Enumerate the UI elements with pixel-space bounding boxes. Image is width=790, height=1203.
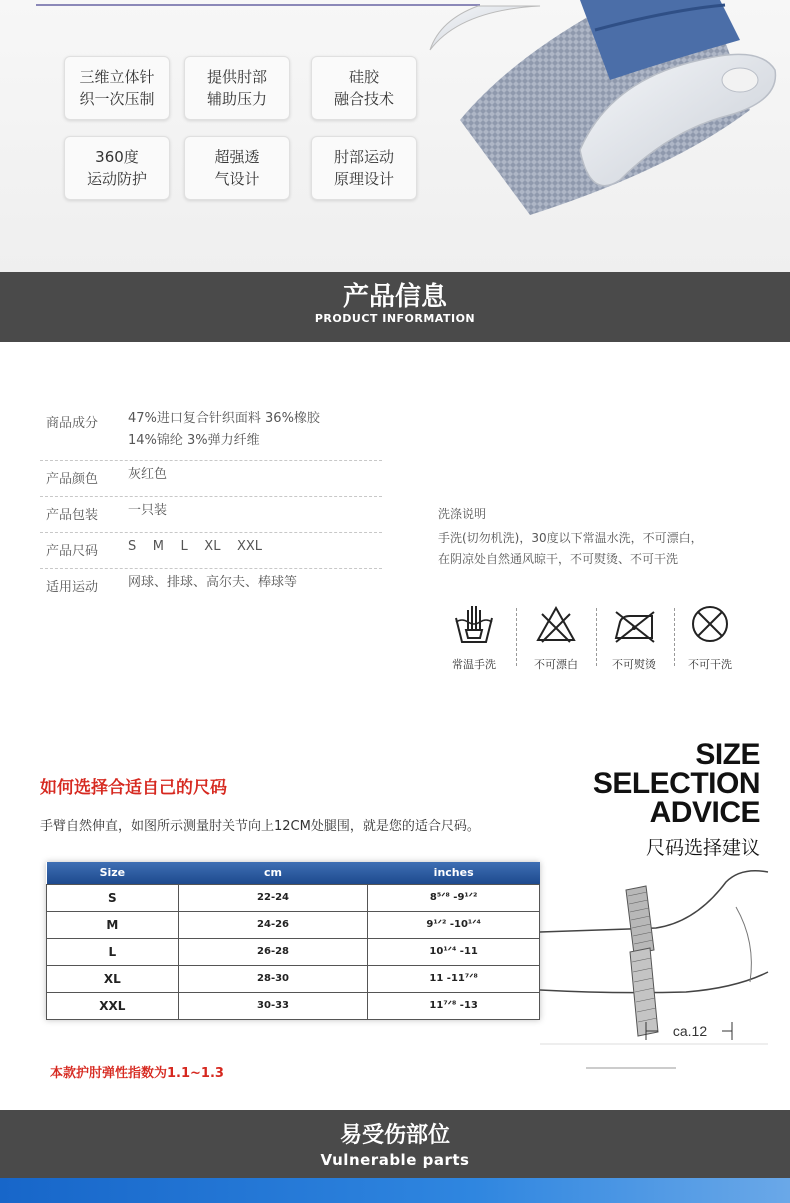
feature-card: 360度 运动防护 [64, 136, 170, 200]
care-label: 不可干洗 [688, 658, 732, 671]
spec-value: S M L XL XXL [128, 539, 263, 554]
product-spec-table [40, 405, 382, 605]
feature-card: 硅胶 融合技术 [311, 56, 417, 120]
hero-section [0, 0, 790, 272]
vulnerable-parts-banner [0, 1110, 790, 1178]
spec-row [40, 533, 382, 569]
care-icons [438, 600, 758, 680]
size-chart-row [47, 965, 540, 992]
size-chart-row [47, 992, 540, 1019]
washing-instructions [438, 505, 768, 570]
size-chart-header: cm [178, 862, 368, 884]
elasticity-note: 本款护肘弹性指数为1.1~1.3 [50, 1066, 224, 1081]
care-label: 不可漂白 [534, 658, 578, 671]
size-cell: XXL [47, 992, 179, 1019]
inches-cell: 9¹ᐟ² -10¹ᐟ⁴ [368, 911, 540, 938]
inches-cell: 11⁷ᐟ⁸ -13 [368, 992, 540, 1019]
spec-key: 产品颜色 [46, 472, 99, 487]
elbow-sleeve-product-image [420, 0, 790, 260]
no-bleach-icon [534, 600, 578, 648]
spec-row [40, 497, 382, 533]
washing-text-line-2: 在阴凉处自然通风晾干，不可熨烫、不可干洗 [438, 552, 679, 566]
banner-title: 产品信息 [342, 282, 447, 312]
size-advice-line-2: SELECTION [592, 767, 760, 800]
size-chart-row [47, 911, 540, 938]
cm-cell: 28-30 [178, 965, 368, 992]
care-divider [596, 608, 597, 666]
inches-cell: 10¹ᐟ⁴ -11 [368, 938, 540, 965]
size-advice-line-3: ADVICE [649, 796, 760, 829]
size-cell: XL [47, 965, 179, 992]
size-chart-table [46, 862, 540, 1020]
size-advice-heading [593, 740, 760, 860]
care-label: 常温手洗 [452, 658, 496, 671]
cm-cell: 22-24 [178, 884, 368, 911]
product-info-banner [0, 272, 790, 342]
care-item [520, 600, 592, 672]
no-iron-icon [610, 600, 658, 648]
spec-value: 网球、排球、高尔夫、棒球等 [128, 575, 298, 590]
spec-key: 产品包装 [46, 508, 99, 523]
care-item [598, 600, 670, 672]
care-divider [516, 608, 517, 666]
spec-value: 灰红色 [128, 467, 168, 482]
feature-card: 三维立体针 织一次压制 [64, 56, 170, 120]
washing-text-line-1: 手洗(切勿机洗)，30度以下常温水洗，不可漂白， [438, 531, 703, 545]
arm-measurement-diagram [536, 862, 772, 1072]
size-section-description: 手臂自然伸直，如图所示测量肘关节向上12CM处腿围，就是您的适合尺码。 [40, 819, 480, 834]
inches-cell: 11 -11⁷ᐟ⁸ [368, 965, 540, 992]
spec-value: 47%进口复合针织面料 36%橡胶 14%锦纶 3%弹力纤维 [128, 411, 320, 448]
feature-card: 肘部运动 原理设计 [311, 136, 417, 200]
top-divider [36, 4, 480, 6]
size-cell: L [47, 938, 179, 965]
cm-cell: 24-26 [178, 911, 368, 938]
spec-value: 一只装 [128, 503, 168, 518]
care-item [438, 600, 510, 672]
size-chart-header: inches [368, 862, 540, 884]
spec-key: 商品成分 [46, 416, 99, 431]
banner-title: 易受伤部位 [339, 1123, 450, 1148]
banner-subtitle: Vulnerable parts [320, 1151, 470, 1169]
size-advice-zh: 尺码选择建议 [645, 837, 760, 859]
measure-label: ca.12 [672, 1023, 708, 1039]
size-chart-row [47, 938, 540, 965]
cm-cell: 26-28 [178, 938, 368, 965]
feature-card: 提供肘部 辅助压力 [184, 56, 290, 120]
care-label: 不可熨烫 [612, 658, 656, 671]
spec-key: 产品尺码 [46, 544, 99, 559]
size-chart-row [47, 884, 540, 911]
banner-subtitle: PRODUCT INFORMATION [314, 312, 476, 325]
feature-card: 超强透 气设计 [184, 136, 290, 200]
size-cell: S [47, 884, 179, 911]
spec-row [40, 461, 382, 497]
size-advice-line-1: SIZE [695, 738, 760, 771]
size-chart-header: Size [47, 862, 179, 884]
spec-row [40, 569, 382, 605]
washing-title: 洗涤说明 [438, 507, 487, 521]
vulnerable-parts-image-top [0, 1178, 790, 1203]
spec-row [40, 405, 382, 461]
size-section-title: 如何选择合适自己的尺码 [40, 778, 227, 798]
hand-wash-icon [452, 600, 496, 648]
size-cell: M [47, 911, 179, 938]
size-chart-header-row [47, 862, 540, 884]
care-item [674, 600, 746, 672]
no-dry-clean-icon [688, 600, 732, 648]
spec-key: 适用运动 [46, 580, 99, 595]
cm-cell: 30-33 [178, 992, 368, 1019]
inches-cell: 8⁵ᐟ⁸ -9¹ᐟ² [368, 884, 540, 911]
